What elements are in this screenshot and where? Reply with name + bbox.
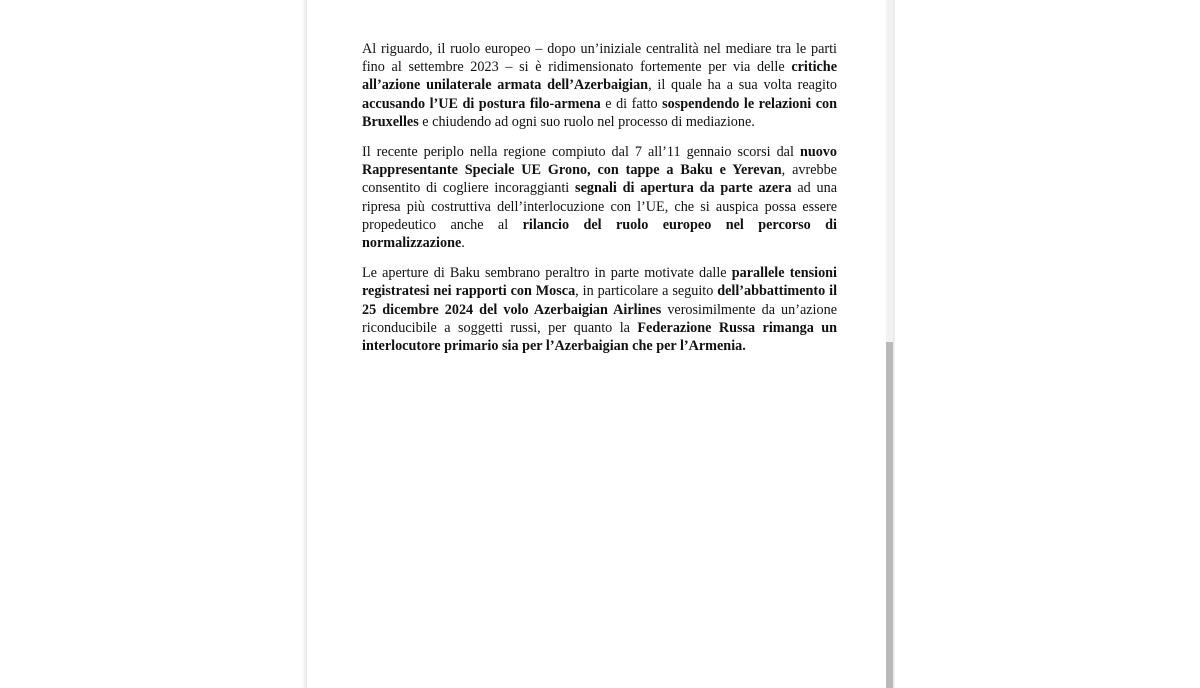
paragraph-1-run-5: e di fatto [600, 95, 663, 112]
paragraph-2-run-3: , avrebbe consentito di cogliere incoraggianti [362, 162, 837, 197]
paragraph-2-run-2: nuovo Rappresentante Speciale UE Grono, con tappe a Baku e Yerevan [362, 144, 837, 179]
paragraph-1-run-4: accusando l’UE di postura filo-armena [362, 95, 601, 112]
paragraph-3 [362, 264, 837, 355]
paragraph-1 [362, 40, 837, 131]
paragraph-3-run-2: parallele tensioni registratesi nei rapporti con Mosca [362, 265, 837, 300]
paragraph-2 [362, 143, 837, 252]
paragraph-3-run-1: Le aperture di Baku sembrano peraltro in parte motivate dalle [362, 265, 732, 282]
vertical-scrollbar-thumb[interactable] [886, 342, 893, 688]
paragraph-2-run-4: segnali di apertura da parte azera [575, 180, 792, 197]
paragraph-2-run-7: . [461, 235, 465, 252]
paragraph-1-run-7: e chiudendo ad ogni suo ruolo nel processo di mediazione. [418, 113, 755, 130]
paragraph-3-run-5: verosimilmente da un’azione riconducibile a soggetti russi, per quanto la [362, 301, 837, 336]
paragraph-1-run-2: critiche all’azione unilaterale armata dell’Azerbaigian [362, 59, 837, 94]
paragraph-3-run-4: dell’abbattimento il 25 dicembre 2024 del volo Azerbaigian Airlines [362, 283, 838, 318]
paragraph-3-run-3: , in particolare a seguito [575, 283, 718, 300]
paragraph-2-run-6: rilancio del ruolo europeo nel percorso di normalizzazione [362, 216, 837, 252]
paragraph-1-run-3: , il quale ha a sua volta reagito [648, 77, 837, 94]
paragraph-1-run-6: sospendendo le relazioni con Bruxelles [362, 95, 837, 130]
paragraph-1-run-1: Al riguardo, il ruolo europeo – dopo un’iniziale centralità nel mediare tra le parti fino al settembre 2023 – si è ridimensionato fortemente per via delle [362, 41, 837, 76]
paragraph-2-run-1: Il recente periplo nella regione compiuto dal 7 all’11 gennaio scorsi dal [362, 144, 800, 161]
page-text-body [362, 40, 837, 367]
paragraph-3-run-6: Federazione Russa rimanga un interlocutore primario sia per l’Azerbaigian che per l’Armenia. [362, 319, 837, 355]
paragraph-2-run-5: ad una ripresa più costruttiva dell’interlocuzione con l’UE, che si auspica possa essere propedeutico anche al [362, 180, 837, 233]
